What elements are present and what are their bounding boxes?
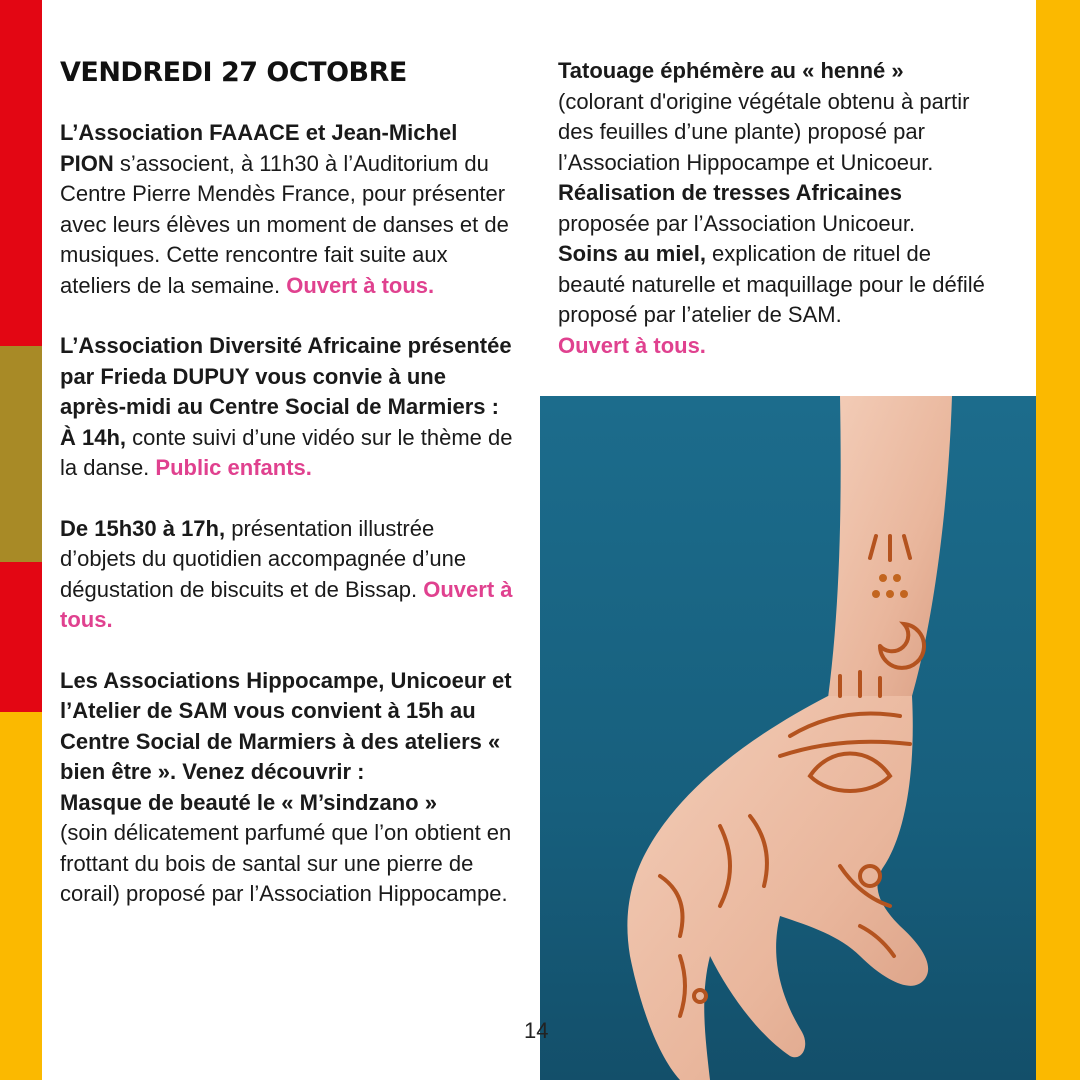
paragraph-faaace-bold: L’Association FAAACE et Jean-Michel PION <box>60 120 458 176</box>
children-audience-label: Public enfants. <box>155 455 312 480</box>
side-band-right-yellow <box>1036 0 1080 1080</box>
page-heading: VENDREDI 27 OCTOBRE <box>60 57 407 88</box>
left-column <box>60 56 515 910</box>
braids-item <box>558 178 998 239</box>
open-to-all-label: Ouvert à tous. <box>286 272 435 298</box>
right-column <box>558 56 998 361</box>
paragraph-bien-etre-bold: Les Associations Hippocampe, Unicoeur et l’Atelier de SAM vous convient à 15h au Centre Social de Marmiers à des ateliers « bien être ». Venez découvrir : <box>60 667 512 784</box>
honey-title: Soins au miel, <box>558 241 706 266</box>
paragraph-diversite-bold: L’Association Diversité Africaine présentée par Frieda DUPUY vous convie à une après-midi au Centre Social de Marmiers : <box>60 333 512 419</box>
side-band-red-middle <box>0 562 42 712</box>
henna-hand-photo <box>540 396 1036 1080</box>
paragraph-diversite <box>60 331 515 484</box>
paragraph-diversite-text: conte suivi d’une vidéo sur le thème de la danse. <box>60 424 513 480</box>
msindzano-title: Masque de beauté le « M’sindzano » <box>60 789 437 815</box>
paragraph-faaace <box>60 118 515 301</box>
time-14h: À 14h, <box>60 424 127 450</box>
paragraph-faaace-text: s’associent, à 11h30 à l’Auditorium du Centre Pierre Mendès France, pour présenter avec leurs élèves un moment de danses et de musiques. Cette rencontre fait suite aux ateliers de la semaine. <box>60 150 509 298</box>
henna-title: Tatouage éphémère au « henné » <box>558 58 904 83</box>
side-band-red-top <box>0 0 42 346</box>
open-to-all-label: Ouvert à tous. <box>558 332 706 358</box>
henna-hand-illustration <box>540 396 1036 1080</box>
paragraph-bien-etre <box>60 666 515 910</box>
braids-title: Réalisation de tresses Africaines <box>558 180 903 205</box>
henna-item <box>558 56 998 178</box>
msindzano-description: (soin délicatement parfumé que l’on obtient en frottant du bois de santal sur une pierre de corail) proposé par l’Association Hippocampe. <box>60 820 512 906</box>
side-band-yellow <box>0 712 42 1080</box>
paragraph-15h30-text: présentation illustrée d’objets du quotidien accompagnée d’une dégustation de biscuits et de Bissap. <box>60 515 467 602</box>
side-band-gold <box>0 346 42 562</box>
page-number: 14 <box>524 1018 549 1043</box>
paragraph-15h30 <box>60 514 515 636</box>
honey-description: explication de rituel de beauté naturelle et maquillage pour le défilé proposé par l’atelier de SAM. <box>558 241 985 327</box>
honey-item <box>558 239 998 361</box>
henna-description: (colorant d'origine végétale obtenu à partir des feuilles d’une plante) proposé par l’Association Hippocampe et Unicoeur. <box>558 88 970 175</box>
braids-description: proposée par l’Association Unicoeur. <box>558 210 916 236</box>
open-to-all-label: Ouvert à tous. <box>60 576 513 632</box>
time-15h30: De 15h30 à 17h, <box>60 515 226 541</box>
